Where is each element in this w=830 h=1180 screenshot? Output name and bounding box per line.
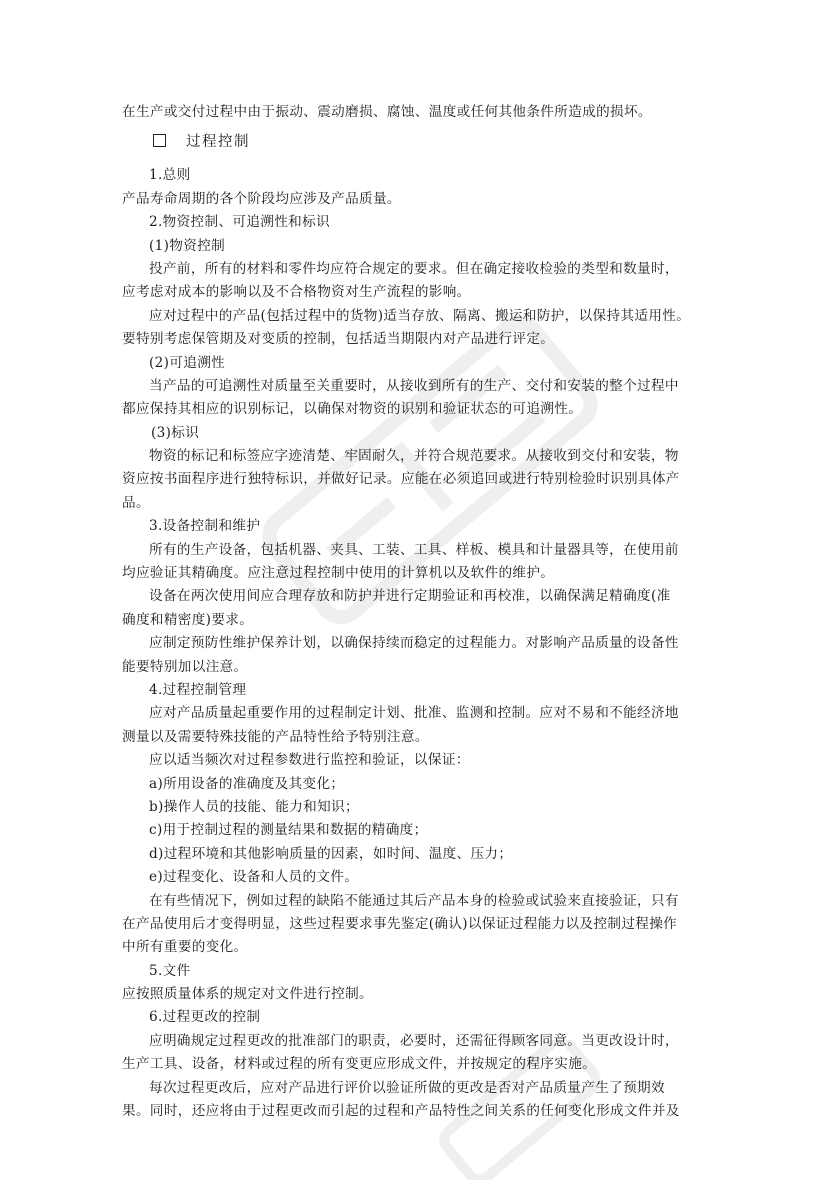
- list-item: c)用于控制过程的测量结果和数据的精确度；: [149, 822, 428, 839]
- heading-equipment: 3.设备控制和维护: [149, 518, 261, 535]
- heading-material-control: 2.物资控制、可追溯性和标识: [149, 214, 330, 231]
- intro-line: 在生产或交付过程中由于振动、震动磨损、腐蚀、温度或任何其他条件所造成的损坏。: [122, 104, 652, 120]
- paragraph-line: 在有些情况下，例如过程的缺陷不能通过其后产品本身的检验或试验来直接验证，只有: [149, 892, 679, 909]
- list-item: a)所用设备的准确度及其变化；: [149, 775, 345, 792]
- paragraph-line: 应考虑对成本的影响以及不合格物资对生产流程的影响。: [122, 284, 471, 301]
- paragraph-line: 能要特别加以注意。: [122, 658, 248, 675]
- paragraph-line: 要特别考虑保管期及对变质的控制，包括适当期限内对产品进行评定。: [122, 331, 555, 348]
- heading-general: 1.总则: [149, 167, 191, 184]
- heading-documents: 5.文件: [149, 962, 191, 979]
- paragraph-line: 在产品使用后才变得明显，这些过程要求事先鉴定(确认)以保证过程能力以及控制过程操作: [122, 915, 678, 932]
- paragraph-line: 确度和精密度)要求。: [122, 611, 254, 628]
- paragraph-line: 所有的生产设备，包括机器、夹具、工装、工具、样板、模具和计量器具等，在使用前: [149, 541, 679, 558]
- paragraph: 产品寿命周期的各个阶段均应涉及产品质量。: [122, 190, 401, 207]
- paragraph-line: 物资的标记和标签应字迹清楚、牢固耐久，并符合规范要求。从接收到交付和安装，物: [149, 448, 679, 465]
- heading-process-management: 4.过程控制管理: [149, 681, 247, 698]
- paragraph-line: 均应验证其精确度。应注意过程控制中使用的计算机以及软件的维护。: [122, 565, 555, 582]
- paragraph-line: 当产品的可追溯性对质量至关重要时，从接收到所有的生产、交付和安装的整个过程中: [149, 377, 679, 394]
- paragraph-line: 应明确规定过程更改的批准部门的职责，必要时，还需征得顾客同意。当更改设计时，: [149, 1032, 679, 1049]
- checkbox-icon: [153, 134, 166, 147]
- paragraph-line: 资应按书面程序进行独特标识，并做好记录。应能在必须追回或进行特别检验时识别具体产: [122, 471, 680, 488]
- section-title: 过程控制: [186, 134, 250, 151]
- paragraph-line: 品。: [122, 494, 150, 511]
- list-item: b)操作人员的技能、能力和知识；: [149, 798, 359, 815]
- paragraph: 应按照质量体系的规定对文件进行控制。: [122, 986, 373, 1003]
- paragraph-line: 中所有重要的变化。: [122, 939, 248, 956]
- subheading-material-control: (1)物资控制: [149, 237, 226, 254]
- paragraph-line: 应对产品质量起重要作用的过程制定计划、批准、监测和控制。应对不易和不能经济地: [149, 705, 679, 722]
- paragraph-line: 都应保持其相应的识别标记，以确保对物资的识别和验证状态的可追溯性。: [122, 401, 583, 418]
- paragraph-line: 应以适当频次对过程参数进行监控和验证，以保证：: [149, 752, 470, 769]
- paragraph-line: 每次过程更改后，应对产品进行评价以验证所做的更改是否对产品质量产生了预期效: [149, 1079, 665, 1096]
- paragraph-line: 果。同时，还应将由于过程更改而引起的过程和产品特性之间关系的任何变化形成文件并及: [122, 1103, 680, 1120]
- list-item: d)过程环境和其他影响质量的因素，如时间、温度、压力；: [149, 845, 513, 862]
- paragraph-line: 设备在两次使用间应合理存放和防护并进行定期验证和再校准，以确保满足精确度(准: [149, 588, 671, 605]
- heading-change-control: 6.过程更改的控制: [149, 1009, 261, 1026]
- paragraph-line: 应制定预防性维护保养计划，以确保持续而稳定的过程能力。对影响产品质量的设备性: [149, 635, 679, 652]
- paragraph-line: 测量以及需要特殊技能的产品特性给予特别注意。: [122, 728, 429, 745]
- subheading-traceability: (2)可追溯性: [149, 354, 226, 371]
- subheading-identification: (3)标识: [151, 424, 200, 441]
- list-item: e)过程变化、设备和人员的文件。: [149, 869, 359, 886]
- document-body: [122, 101, 722, 1123]
- paragraph-line: 生产工具、设备，材料或过程的所有变更应形成文件，并按规定的程序实施。: [122, 1056, 597, 1073]
- paragraph-line: 应对过程中的产品(包括过程中的货物)适当存放、隔离、搬运和防护，以保持其适用性。: [149, 307, 691, 324]
- section-heading: [122, 130, 722, 154]
- paragraph-line: 投产前，所有的材料和零件均应符合规定的要求。但在确定接收检验的类型和数量时，: [149, 260, 679, 277]
